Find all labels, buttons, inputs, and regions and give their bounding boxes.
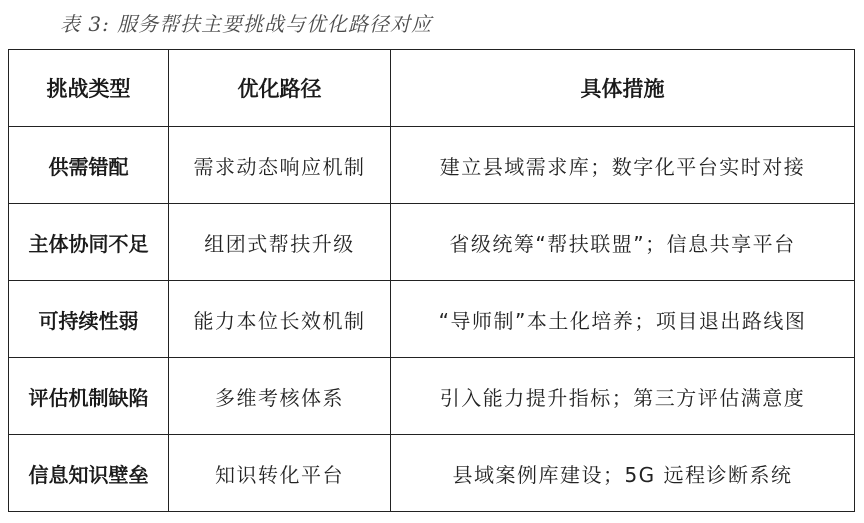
path-cell: 多维考核体系 xyxy=(169,358,391,435)
challenge-cell: 信息知识壁垒 xyxy=(9,435,169,512)
header-challenge-type: 挑战类型 xyxy=(9,50,169,127)
table-row xyxy=(9,204,855,281)
challenge-cell: 可持续性弱 xyxy=(9,281,169,358)
header-specific-measures: 具体措施 xyxy=(391,50,855,127)
measures-cell: 建立县域需求库；数字化平台实时对接 xyxy=(391,127,855,204)
table-header-row xyxy=(9,50,855,127)
measures-cell: “导师制”本土化培养；项目退出路线图 xyxy=(391,281,855,358)
challenge-table xyxy=(8,49,855,512)
table-row xyxy=(9,358,855,435)
header-optimization-path: 优化路径 xyxy=(169,50,391,127)
path-cell: 需求动态响应机制 xyxy=(169,127,391,204)
path-cell: 组团式帮扶升级 xyxy=(169,204,391,281)
table-row xyxy=(9,127,855,204)
table-row xyxy=(9,435,855,512)
challenge-cell: 主体协同不足 xyxy=(9,204,169,281)
path-cell: 知识转化平台 xyxy=(169,435,391,512)
challenge-cell: 供需错配 xyxy=(9,127,169,204)
measures-cell: 县域案例库建设；5G 远程诊断系统 xyxy=(391,435,855,512)
table-row xyxy=(9,281,855,358)
measures-cell: 省级统筹“帮扶联盟”；信息共享平台 xyxy=(391,204,855,281)
challenge-cell: 评估机制缺陷 xyxy=(9,358,169,435)
measures-cell: 引入能力提升指标；第三方评估满意度 xyxy=(391,358,855,435)
path-cell: 能力本位长效机制 xyxy=(169,281,391,358)
table-caption: 表 3: 服务帮扶主要挑战与优化路径对应 xyxy=(60,12,433,36)
